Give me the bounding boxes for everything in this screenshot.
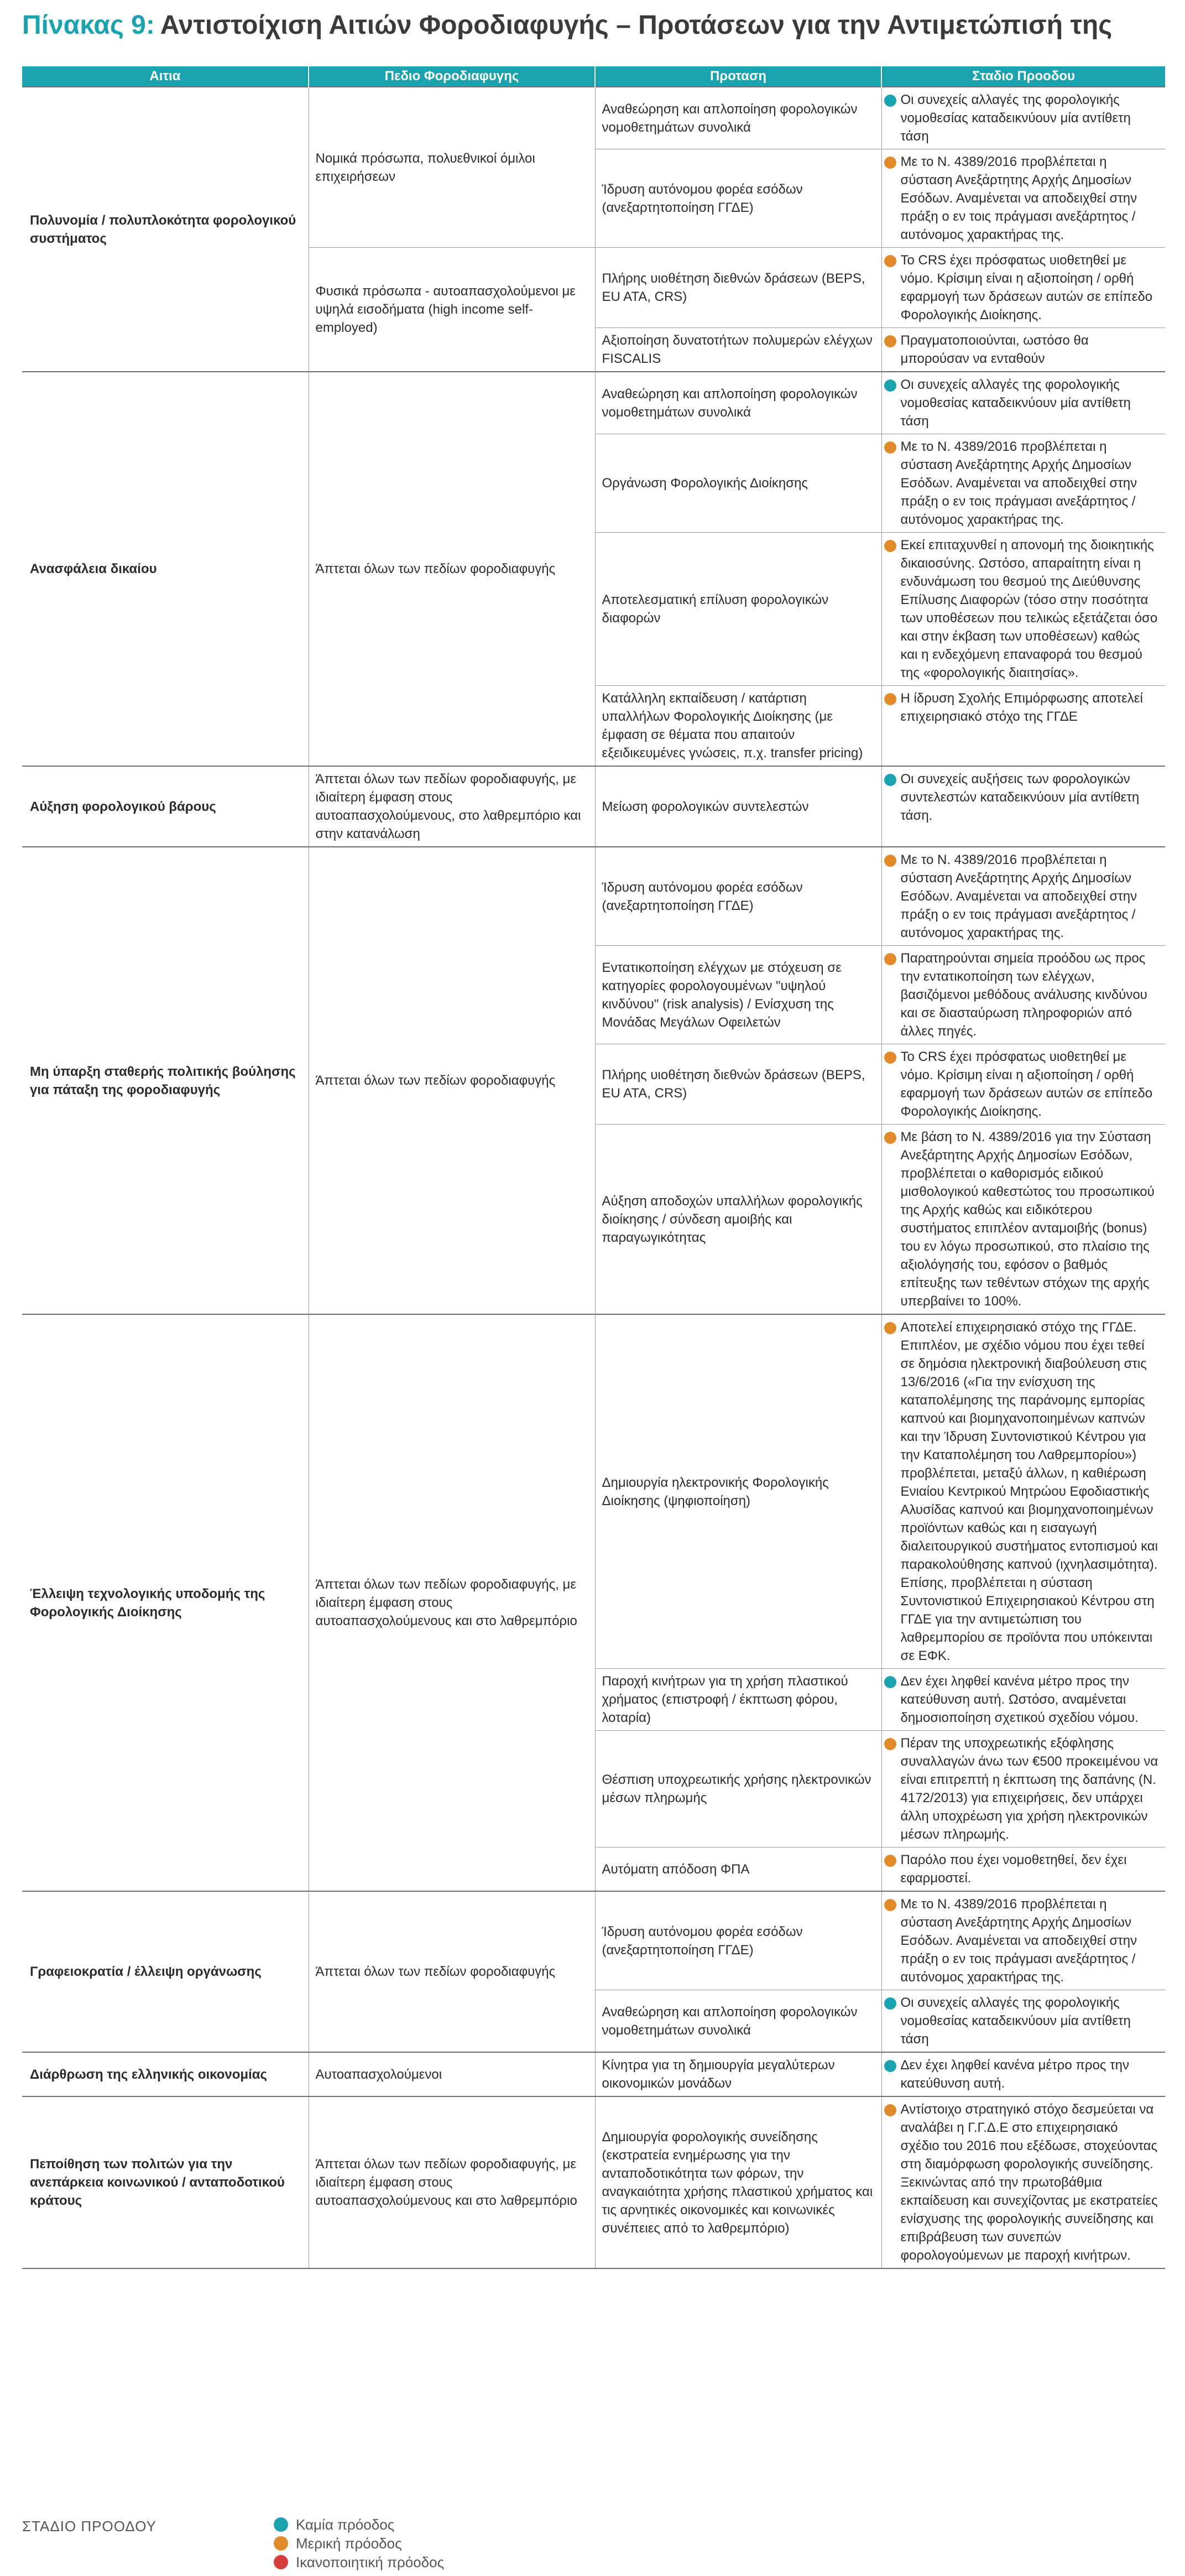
proposal-cell: Μείωση φορολογικών συντελεστών: [595, 766, 881, 847]
table-row: [22, 1891, 1165, 1990]
table-row: [22, 87, 1165, 149]
proposal-cell: Αναθεώρηση και απλοποίηση φορολογικών νομοθετημάτων συνολικά: [595, 87, 881, 149]
table-container: [22, 66, 1165, 2269]
proposal-cell: Οργάνωση Φορολογικής Διοίκησης: [595, 434, 881, 533]
status-dot-icon: [884, 2104, 896, 2116]
status-dot-icon: [884, 1738, 896, 1750]
progress-text: Οι συνεχείς αλλαγές της φορολογικής νομοθεσίας καταδεικνύουν μία αντίθετη τάση: [900, 1995, 1131, 2047]
status-dot-icon: [884, 1899, 896, 1911]
cause-cell: Μη ύπαρξη σταθερής πολιτικής βούλησης για πάταξη της φοροδιαφυγής: [22, 847, 309, 1314]
teal-dot-icon: [274, 2517, 288, 2532]
proposal-cell: Ίδρυση αυτόνομου φορέα εσόδων (ανεξαρτητοποίηση ΓΓΔΕ): [595, 847, 881, 946]
cause-cell: Γραφειοκρατία / έλλειψη οργάνωσης: [22, 1891, 309, 2052]
progress-cell: [881, 2052, 1165, 2096]
progress-cell: [881, 1848, 1165, 1892]
header-progress: Σταδιο Προοδου: [881, 66, 1165, 87]
legend-item-partial: [274, 2535, 402, 2552]
legend: [22, 2516, 520, 2571]
status-dot-icon: [884, 1855, 896, 1867]
progress-cell: [881, 686, 1165, 767]
proposal-cell: Αναθεώρηση και απλοποίηση φορολογικών νομοθετημάτων συνολικά: [595, 372, 881, 434]
proposal-cell: Θέσπιση υποχρεωτικής χρήσης ηλεκτρονικών μέσων πληρωμής: [595, 1731, 881, 1848]
header-field: Πεδιο Φοροδιαφυγης: [309, 66, 595, 87]
progress-cell: [881, 766, 1165, 847]
proposal-cell: Πλήρης υιοθέτηση διεθνών δράσεων (BEPS, EU ATA, CRS): [595, 248, 881, 328]
status-dot-icon: [884, 335, 896, 347]
progress-cell: [881, 1044, 1165, 1125]
table-body: [22, 87, 1165, 2268]
table-row: [22, 2052, 1165, 2096]
orange-dot-icon: [274, 2536, 288, 2551]
progress-text: Με το Ν. 4389/2016 προβλέπεται η σύσταση Ανεξάρτητης Αρχής Δημοσίων Εσόδων. Αναμένεται να αποδειχθεί στην πράξη ο εν τοις πράγμασι ανεξάρτητος / αυτόνομος χαρακτήρας της.: [900, 1897, 1137, 1985]
proposal-cell: Πλήρης υιοθέτηση διεθνών δράσεων (BEPS, EU ATA, CRS): [595, 1044, 881, 1125]
cause-cell: Ανασφάλεια δικαίου: [22, 372, 309, 766]
progress-text: Πραγματοποιούνται, ωστόσο θα μπορούσαν να ενταθούν: [900, 333, 1089, 366]
progress-cell: [881, 434, 1165, 533]
progress-cell: [881, 847, 1165, 946]
table-number: Πίνακας 9:: [22, 10, 155, 40]
field-cell: Νομικά πρόσωπα, πολυεθνικοί όμιλοι επιχειρήσεων: [309, 87, 595, 248]
table-row: [22, 372, 1165, 434]
cause-cell: Έλλειψη τεχνολογικής υποδομής της Φορολογικής Διοίκησης: [22, 1314, 309, 1891]
field-cell: Φυσικά πρόσωπα - αυτοαπασχολούμενοι με υψηλά εισοδήματα (high income self-employed): [309, 248, 595, 372]
causes-table: [22, 66, 1165, 2269]
progress-cell: [881, 149, 1165, 248]
status-dot-icon: [884, 157, 896, 169]
proposal-cell: Αποτελεσματική επίλυση φορολογικών διαφορών: [595, 533, 881, 686]
legend-item-none: [274, 2516, 394, 2533]
cause-cell: Πεποίθηση των πολιτών για την ανεπάρκεια κοινωνικού / ανταποδοτικού κράτους: [22, 2096, 309, 2268]
legend-item-good: [274, 2553, 444, 2571]
status-dot-icon: [884, 255, 896, 267]
progress-text: Η ίδρυση Σχολής Επιμόρφωσης αποτελεί επιχειρησιακό στόχο της ΓΓΔΕ: [900, 691, 1143, 724]
progress-text: Οι συνεχείς αλλαγές της φορολογικής νομοθεσίας καταδεικνύουν μία αντίθετη τάση: [900, 377, 1131, 429]
progress-text: Αποτελεί επιχειρησιακό στόχο της ΓΓΔΕ. Επιπλέον, με σχέδιο νόμου που έχει τεθεί σε δημόσια ηλεκτρονική διαβούλευση στις 13/6/2016 («Για την ενίσχυση της καταπολέμησης της παράνομης εμπορίας καπνού και βιομηχανοποιημένων καπνών και την Ίδρυση Συντονιστικού Κέντρου για την Καταπολέμηση του Λαθρεμπορίου») προβλέπεται, μεταξύ άλλων, η καθιέρωση Ενιαίου Κεντρικού Μητρώου Εφοδιαστικής Αλυσίδας καπνού και βιομηχανοποιημένων προϊόντων καθώς και η εισαγωγή διαλειτουργικού συστήματος εντοπισμού και παρακολούθησης καπνού (ιχνηλασιμότητα). Επίσης, προβλέπεται η σύσταση Συντονιστικού Επιχειρησιακού Κέντρου στη ΓΓΔΕ για την αντιμετώπιση του λαθρεμπορίου σε προϊόντα που υπόκεινται σε ΕΦΚ.: [900, 1320, 1158, 1663]
page-title: [22, 4, 1112, 45]
progress-cell: [881, 946, 1165, 1044]
status-dot-icon: [884, 1132, 896, 1144]
status-dot-icon: [884, 953, 896, 965]
progress-cell: [881, 372, 1165, 434]
table-row: [22, 2096, 1165, 2268]
status-dot-icon: [884, 540, 896, 552]
cause-cell: Πολυνομία / πολυπλοκότητα φορολογικού συστήματος: [22, 87, 309, 372]
status-dot-icon: [884, 2060, 896, 2072]
field-cell: Άπτεται όλων των πεδίων φοροδιαφυγής: [309, 1891, 595, 2052]
progress-text: Παρατηρούνται σημεία προόδου ως προς την εντατικοποίηση των ελέγχων, βασιζόμενοι μεθόδους ανάλυσης κινδύνου και σε διασταύρωση πληροφοριών από άλλες πηγές.: [900, 951, 1147, 1039]
header-cause: Αιτια: [22, 66, 309, 87]
proposal-cell: Ίδρυση αυτόνομου φορέα εσόδων (ανεξαρτητοποίηση ΓΓΔΕ): [595, 149, 881, 248]
header-proposal: Προταση: [595, 66, 881, 87]
proposal-cell: Αναθεώρηση και απλοποίηση φορολογικών νομοθετημάτων συνολικά: [595, 1990, 881, 2053]
proposal-cell: Παροχή κινήτρων για τη χρήση πλαστικού χρήματος (επιστροφή / έκπτωση φόρου, λοταρία): [595, 1669, 881, 1731]
header-row: [22, 66, 1165, 87]
progress-cell: [881, 328, 1165, 372]
progress-cell: [881, 1314, 1165, 1669]
progress-text: Με το Ν. 4389/2016 προβλέπεται η σύσταση Ανεξάρτητης Αρχής Δημοσίων Εσόδων. Αναμένεται να αποδειχθεί στην πράξη ο εν τοις πράγμασι ανεξάρτητος / αυτόνομος χαρακτήρας της.: [900, 154, 1137, 242]
status-dot-icon: [884, 1997, 896, 2010]
progress-text: Οι συνεχείς αυξήσεις των φορολογικών συντελεστών καταδεικνύουν μία αντίθετη τάση.: [900, 772, 1140, 823]
table-row: [22, 1314, 1165, 1669]
progress-text: Εκεί επιταχυνθεί η απονομή της διοικητικής δικαιοσύνης. Ωστόσο, απαραίτητη είναι η ενδυνάμωση του θεσμού της Διεύθυνσης Επίλυσης Διαφορών (τόσο στην ποσότητα των υποθέσεων που τελικώς εξετάζεται όσο και στην έκβαση των υποθέσεων) καθώς και η ενδεχόμενη επαναφορά του θεσμού της «φορολογικής διαιτησίας».: [900, 538, 1158, 680]
status-dot-icon: [884, 1676, 896, 1688]
progress-text: Με το Ν. 4389/2016 προβλέπεται η σύσταση Ανεξάρτητης Αρχής Δημοσίων Εσόδων. Αναμένεται να αποδειχθεί στην πράξη ο εν τοις πράγμασι ανεξάρτητος / αυτόνομος χαρακτήρας της.: [900, 439, 1137, 527]
proposal-cell: Κατάλληλη εκπαίδευση / κατάρτιση υπαλλήλων Φορολογικής Διοίκησης (με έμφαση σε θέματα που απαιτούν εξειδικευμένες γνώσεις, π.χ. transfer pricing): [595, 686, 881, 767]
table-title: Αντιστοίχιση Αιτιών Φοροδιαφυγής – Προτάσεων για την Αντιμετώπισή της: [160, 10, 1113, 40]
progress-cell: [881, 1990, 1165, 2053]
legend-label: Μερική πρόοδος: [296, 2535, 402, 2552]
field-cell: Άπτεται όλων των πεδίων φοροδιαφυγής, με ιδιαίτερη έμφαση στους αυτοαπασχολούμενους και στο λαθρεμπόριο: [309, 1314, 595, 1891]
status-dot-icon: [884, 774, 896, 786]
field-cell: Άπτεται όλων των πεδίων φοροδιαφυγής: [309, 372, 595, 766]
proposal-cell: Αξιοποίηση δυνατοτήτων πολυμερών ελέγχων FISCALIS: [595, 328, 881, 372]
progress-text: Παρόλο που έχει νομοθετηθεί, δεν έχει εφαρμοστεί.: [900, 1852, 1127, 1886]
field-cell: Άπτεται όλων των πεδίων φοροδιαφυγής: [309, 847, 595, 1314]
status-dot-icon: [884, 379, 896, 392]
proposal-cell: Δημιουργία ηλεκτρονικής Φορολογικής Διοίκησης (ψηφιοποίηση): [595, 1314, 881, 1669]
status-dot-icon: [884, 441, 896, 454]
legend-label: Ικανοποιητική πρόοδος: [296, 2553, 445, 2570]
field-cell: Άπτεται όλων των πεδίων φοροδιαφυγής, με ιδιαίτερη έμφαση στους αυτοαπασχολούμενους και στο λαθρεμπόριο: [309, 2096, 595, 2268]
proposal-cell: Αύξηση αποδοχών υπαλλήλων φορολογικής διοίκησης / σύνδεση αμοιβής και παραγωγικότητας: [595, 1125, 881, 1315]
progress-text: Το CRS έχει πρόσφατως υιοθετηθεί με νόμο. Κρίσιμη είναι η αξιοποίηση / ορθή εφαρμογή των δράσεων αυτών σε επίπεδο Φορολογικής Διοίκησης.: [900, 1049, 1153, 1119]
status-dot-icon: [884, 693, 896, 705]
progress-cell: [881, 533, 1165, 686]
status-dot-icon: [884, 1052, 896, 1064]
progress-cell: [881, 1125, 1165, 1315]
progress-text: Το CRS έχει πρόσφατως υιοθετηθεί με νόμο. Κρίσιμη είναι η αξιοποίηση / ορθή εφαρμογή των δράσεων αυτών σε επίπεδο Φορολογικής Διοίκησης.: [900, 253, 1153, 322]
progress-text: Αντίστοιχο στρατηγικό στόχο δεσμεύεται να αναλάβει η Γ.Γ.Δ.Ε στο επιχειρησιακό σχέδιο του 2016 που εξέδωσε, στοχεύοντας στη διαμόρφωση φορολογικής συνείδησης. Ξεκινώντας από την πρωτοβάθμια εκπαίδευση και συνεχίζοντας με εκστρατείες ενίσχυσης της φορολογικής συνείδησης και επιβράβευση των συνεπών φορολογούμενων με παροχή κινήτρων.: [900, 2102, 1158, 2263]
status-dot-icon: [884, 1322, 896, 1334]
table-row: [22, 766, 1165, 847]
progress-text: Πέραν της υποχρεωτικής εξόφλησης συναλλαγών άνω των €500 προκειμένου να είναι επιτρεπτή η έκπτωση της δαπάνης (Ν. 4172/2013) για επιχειρήσεις, δεν υπάρχει άλλη υποχρέωση για χρήση ηλεκτρονικών μέσων πληρωμής.: [900, 1736, 1158, 1842]
progress-text: Οι συνεχείς αλλαγές της φορολογικής νομοθεσίας καταδεικνύουν μία αντίθετη τάση: [900, 92, 1131, 144]
legend-label: Καμία πρόοδος: [296, 2516, 395, 2533]
cause-cell: Αύξηση φορολογικού βάρους: [22, 766, 309, 847]
cause-cell: Διάρθρωση της ελληνικής οικονομίας: [22, 2052, 309, 2096]
progress-cell: [881, 248, 1165, 328]
progress-cell: [881, 87, 1165, 149]
proposal-cell: Κίνητρα για τη δημιουργία μεγαλύτερων οικονομικών μονάδων: [595, 2052, 881, 2096]
red-dot-icon: [274, 2555, 288, 2569]
progress-cell: [881, 1731, 1165, 1848]
progress-cell: [881, 1669, 1165, 1731]
legend-title: ΣΤΑΔΙΟ ΠΡΟΟΔΟΥ: [22, 2518, 156, 2535]
progress-text: Με το Ν. 4389/2016 προβλέπεται η σύσταση Ανεξάρτητης Αρχής Δημοσίων Εσόδων. Αναμένεται να αποδειχθεί στην πράξη ο εν τοις πράγμασι ανεξάρτητος / αυτόνομος χαρακτήρας της.: [900, 852, 1137, 940]
table-row: [22, 847, 1165, 946]
field-cell: Άπτεται όλων των πεδίων φοροδιαφυγής, με ιδιαίτερη έμφαση στους αυτοαπασχολούμενους, στο λαθρεμπόριο και στην κατανάλωση: [309, 766, 595, 847]
progress-cell: [881, 1891, 1165, 1990]
progress-text: Δεν έχει ληφθεί κανένα μέτρο προς την κατεύθυνση αυτή. Ωστόσο, αναμένεται δημοσιοποίηση σχετικού σχεδίου νόμου.: [900, 1674, 1139, 1725]
progress-text: Δεν έχει ληφθεί κανένα μέτρο προς την κατεύθυνση αυτή.: [900, 2058, 1129, 2091]
status-dot-icon: [884, 855, 896, 867]
status-dot-icon: [884, 95, 896, 107]
proposal-cell: Ίδρυση αυτόνομου φορέα εσόδων (ανεξαρτητοποίηση ΓΓΔΕ): [595, 1891, 881, 1990]
proposal-cell: Δημιουργία φορολογικής συνείδησης (εκστρατεία ενημέρωσης για την ανταποδοτικότητα των φόρων, την αναγκαιότητα χρήσης πλαστικού χρήματος και τις αρνητικές οικονομικές και κοινωνικές συνέπειες από το λαθρεμπόριο): [595, 2096, 881, 2268]
field-cell: Αυτοαπασχολούμενοι: [309, 2052, 595, 2096]
progress-text: Με βάση το Ν. 4389/2016 για την Σύσταση Ανεξάρτητης Αρχής Δημοσίων Εσόδων, προβλέπεται ο καθορισμός ειδικού μισθολογικού καθεστώτος του προσωπικού της Αρχής καθώς και ειδικότερου συστήματος επιπλέον ανταμοιβής (bonus) του εν λόγω προσωπικού, στο πλαίσιο της αξιολόγησής του, εφόσον ο βαθμός επίτευξης των τεθέντων στόχων της αρχής υπερβαίνει το 100%.: [900, 1130, 1155, 1309]
proposal-cell: Εντατικοποίηση ελέγχων με στόχευση σε κατηγορίες φορολογουμένων "υψηλού κινδύνου" (risk analysis) / Ενίσχυση της Μονάδας Μεγάλων Οφειλετών: [595, 946, 881, 1044]
proposal-cell: Αυτόματη απόδοση ΦΠΑ: [595, 1848, 881, 1892]
progress-cell: [881, 2096, 1165, 2268]
